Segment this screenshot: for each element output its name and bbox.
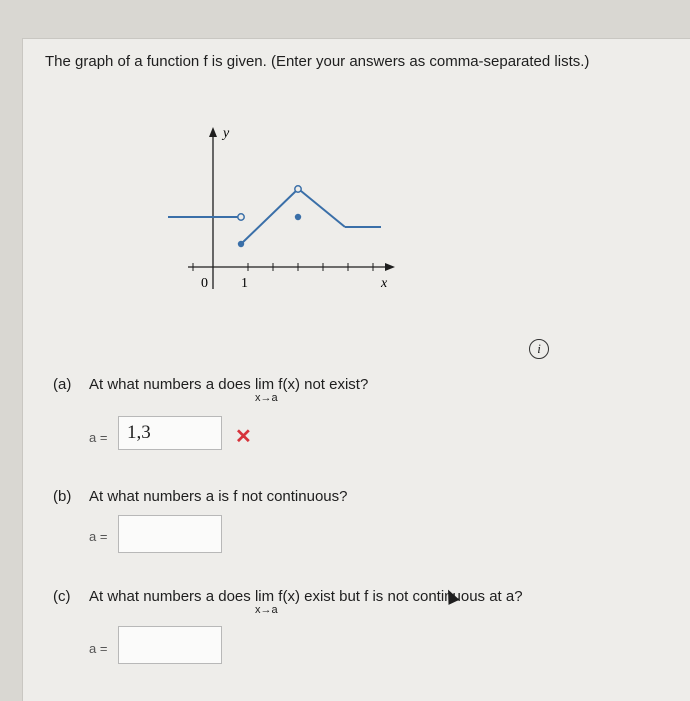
incorrect-icon: ✕	[235, 426, 252, 448]
function-graph	[153, 119, 403, 299]
answer-input-a[interactable]: 1,3	[118, 416, 222, 450]
part-tag-a: (a)	[53, 376, 72, 393]
question-a-pre: At what numbers a does	[89, 376, 251, 393]
origin-label: 0	[201, 276, 208, 291]
x-axis-label: x	[381, 276, 388, 291]
y-axis-label: y	[223, 126, 230, 141]
y-axis-arrow	[209, 127, 217, 137]
graph-segment-rising	[241, 189, 298, 244]
question-panel	[22, 38, 690, 701]
one-tick-label: 1	[241, 276, 248, 291]
lim-word-a: lim	[254, 376, 275, 393]
question-a	[53, 376, 369, 404]
question-a-post: f(x) not exist?	[278, 376, 369, 393]
a-label-a: a =	[89, 430, 108, 445]
closed-point-1	[238, 241, 244, 247]
instructions-text: The graph of a function f is given. (Enter your answers as comma-separated lists.)	[45, 53, 590, 70]
answer-input-b[interactable]	[118, 515, 222, 553]
closed-point-3	[295, 214, 301, 220]
part-tag-c: (c)	[53, 588, 71, 605]
lim-notation-a	[254, 376, 278, 404]
lim-sub-a: x→a	[254, 392, 278, 404]
question-b-text: At what numbers a is f not continuous?	[89, 488, 348, 505]
a-label-c: a =	[89, 641, 108, 656]
answer-input-c[interactable]	[118, 626, 222, 664]
lim-word-c: lim	[254, 588, 275, 605]
graph-segment-falling	[301, 191, 345, 227]
open-point-1	[238, 214, 244, 220]
lim-notation-c	[254, 588, 278, 616]
question-b	[53, 488, 347, 505]
x-axis-arrow	[385, 263, 395, 271]
question-c-pre: At what numbers a does	[89, 588, 251, 605]
part-tag-b: (b)	[53, 488, 72, 505]
lim-sub-c: x→a	[254, 604, 278, 616]
question-c-post: f(x) exist but f is not continuous at a?	[278, 588, 523, 605]
open-point-3	[295, 186, 301, 192]
a-label-b: a =	[89, 529, 108, 544]
info-icon[interactable]: i	[529, 339, 549, 359]
